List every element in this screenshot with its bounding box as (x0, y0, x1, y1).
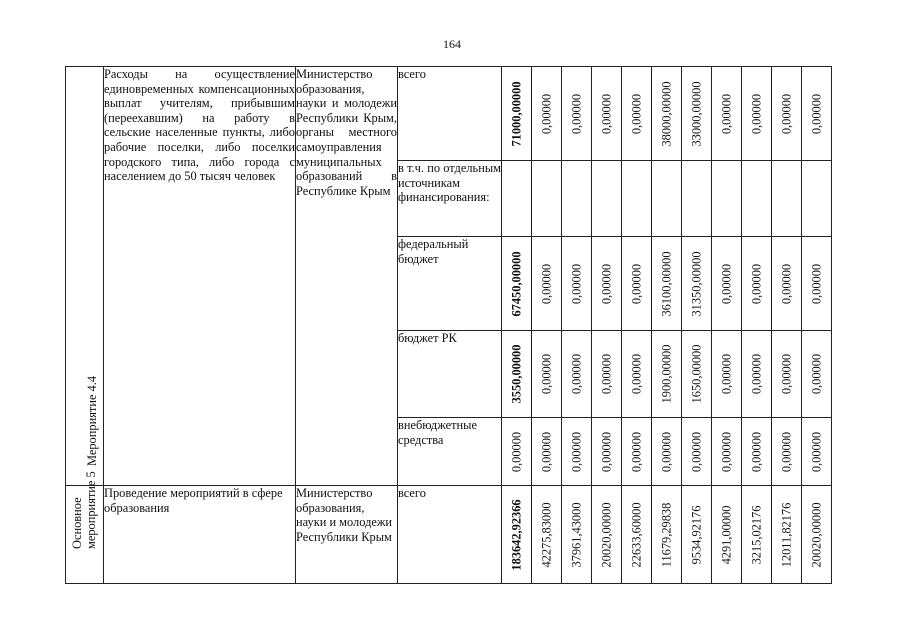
measure-label-cell (66, 67, 104, 486)
value-cell: 4291,00000 (719, 505, 734, 564)
value-cell (652, 161, 682, 237)
value-cell: 31350,00000 (689, 250, 704, 317)
value-cell: 0,00000 (629, 263, 644, 304)
value-cell: 0,00000 (719, 263, 734, 304)
value-cell: 33000,00000 (689, 80, 704, 147)
value-cell: 0,00000 (629, 93, 644, 134)
value-cell: 0,00000 (599, 263, 614, 304)
value-cell (712, 161, 742, 237)
value-cell: 0,00000 (779, 431, 794, 472)
value-cell: 0,00000 (599, 353, 614, 395)
page-number: 164 (443, 37, 461, 51)
funding-source: всего (398, 486, 502, 584)
value-cell: 0,00000 (719, 93, 734, 134)
value-cell: 1650,00000 (689, 344, 704, 404)
funding-source: внебюджетные средства (398, 418, 502, 486)
value-cell: 1900,00000 (659, 344, 674, 404)
funding-source: всего (398, 67, 502, 161)
value-cell: 0,00000 (779, 353, 794, 395)
value-cell: 11679,29838 (659, 502, 674, 567)
value-cell: 0,00000 (539, 353, 554, 395)
value-cell: 0,00000 (809, 431, 824, 472)
value-cell: 0,00000 (569, 353, 584, 395)
measure-description: Расходы на осуществление единовременных компенсационных выплат учителям, прибывшим (переехавшим) на работу в сельские населенные пункты, либо рабочие поселки, либо поселки городского типа, либо города с населением до 50 тысяч человек (104, 67, 296, 486)
value-cell: 0,00000 (569, 263, 584, 304)
value-cell: 38000,00000 (659, 80, 674, 147)
value-cell: 0,00000 (629, 353, 644, 395)
value-cell: 3215,02176 (749, 505, 764, 564)
value-cell (532, 161, 562, 237)
funding-table (65, 66, 832, 584)
value-cell: 9534,92176 (689, 505, 704, 564)
value-cell: 0,00000 (569, 93, 584, 134)
value-cell: 36100,00000 (659, 250, 674, 317)
value-cell: 0,00000 (809, 263, 824, 304)
value-cell (682, 161, 712, 237)
table-row (66, 67, 832, 161)
value-cell: 0,00000 (749, 431, 764, 472)
value-cell: 0,00000 (509, 431, 524, 472)
value-cell (592, 161, 622, 237)
measure-description: Проведение мероприятий в сфере образования (104, 486, 296, 584)
value-cell: 0,00000 (629, 431, 644, 472)
value-cell: 20020,00000 (809, 501, 824, 568)
value-cell (742, 161, 772, 237)
value-cell: 0,00000 (599, 93, 614, 134)
value-cell: 3550,00000 (509, 344, 524, 404)
value-cell (562, 161, 592, 237)
value-cell (502, 161, 532, 237)
value-cell: 0,00000 (689, 431, 704, 472)
value-cell: 0,00000 (539, 431, 554, 472)
value-cell: 0,00000 (779, 93, 794, 134)
value-cell: 20020,00000 (599, 501, 614, 568)
value-cell: 0,00000 (569, 431, 584, 472)
value-cell: 0,00000 (809, 93, 824, 134)
value-cell: 67450,00000 (509, 250, 524, 317)
funding-source: бюджет РК (398, 331, 502, 418)
measure-label: Основное мероприятие 5 (70, 471, 98, 549)
value-cell: 37961,43000 (569, 501, 584, 568)
value-cell: 0,00000 (749, 353, 764, 395)
value-cell (772, 161, 802, 237)
funding-source: федеральный бюджет (398, 237, 502, 331)
value-cell: 0,00000 (539, 93, 554, 134)
funding-source: в т.ч. по отдельным источникам финансирования: (398, 161, 502, 237)
value-cell (802, 161, 832, 237)
measure-executor: Министерство образования, науки и молодежи Республики Крым (296, 486, 398, 584)
measure-label-cell (66, 471, 104, 584)
table-row (66, 486, 832, 584)
measure-executor: Министерство образования, науки и молодежи Республики Крым, органы местного самоуправления муниципальных образований в Республике Крым (296, 67, 398, 486)
value-cell: 0,00000 (659, 431, 674, 472)
value-cell: 12011,82176 (779, 502, 794, 567)
value-cell: 0,00000 (719, 431, 734, 472)
value-cell: 0,00000 (539, 263, 554, 304)
value-cell: 71000,00000 (509, 80, 524, 147)
value-cell: 0,00000 (599, 431, 614, 472)
measure-label: Мероприятие 4.4 (84, 376, 99, 467)
value-cell: 0,00000 (749, 93, 764, 134)
value-cell: 183642,92366 (509, 498, 524, 571)
value-cell: 0,00000 (719, 353, 734, 395)
value-cell: 0,00000 (779, 263, 794, 304)
value-cell: 42275,83000 (539, 501, 554, 568)
value-cell: 22633,60000 (629, 501, 644, 568)
value-cell: 0,00000 (749, 263, 764, 304)
value-cell (622, 161, 652, 237)
value-cell: 0,00000 (809, 353, 824, 395)
